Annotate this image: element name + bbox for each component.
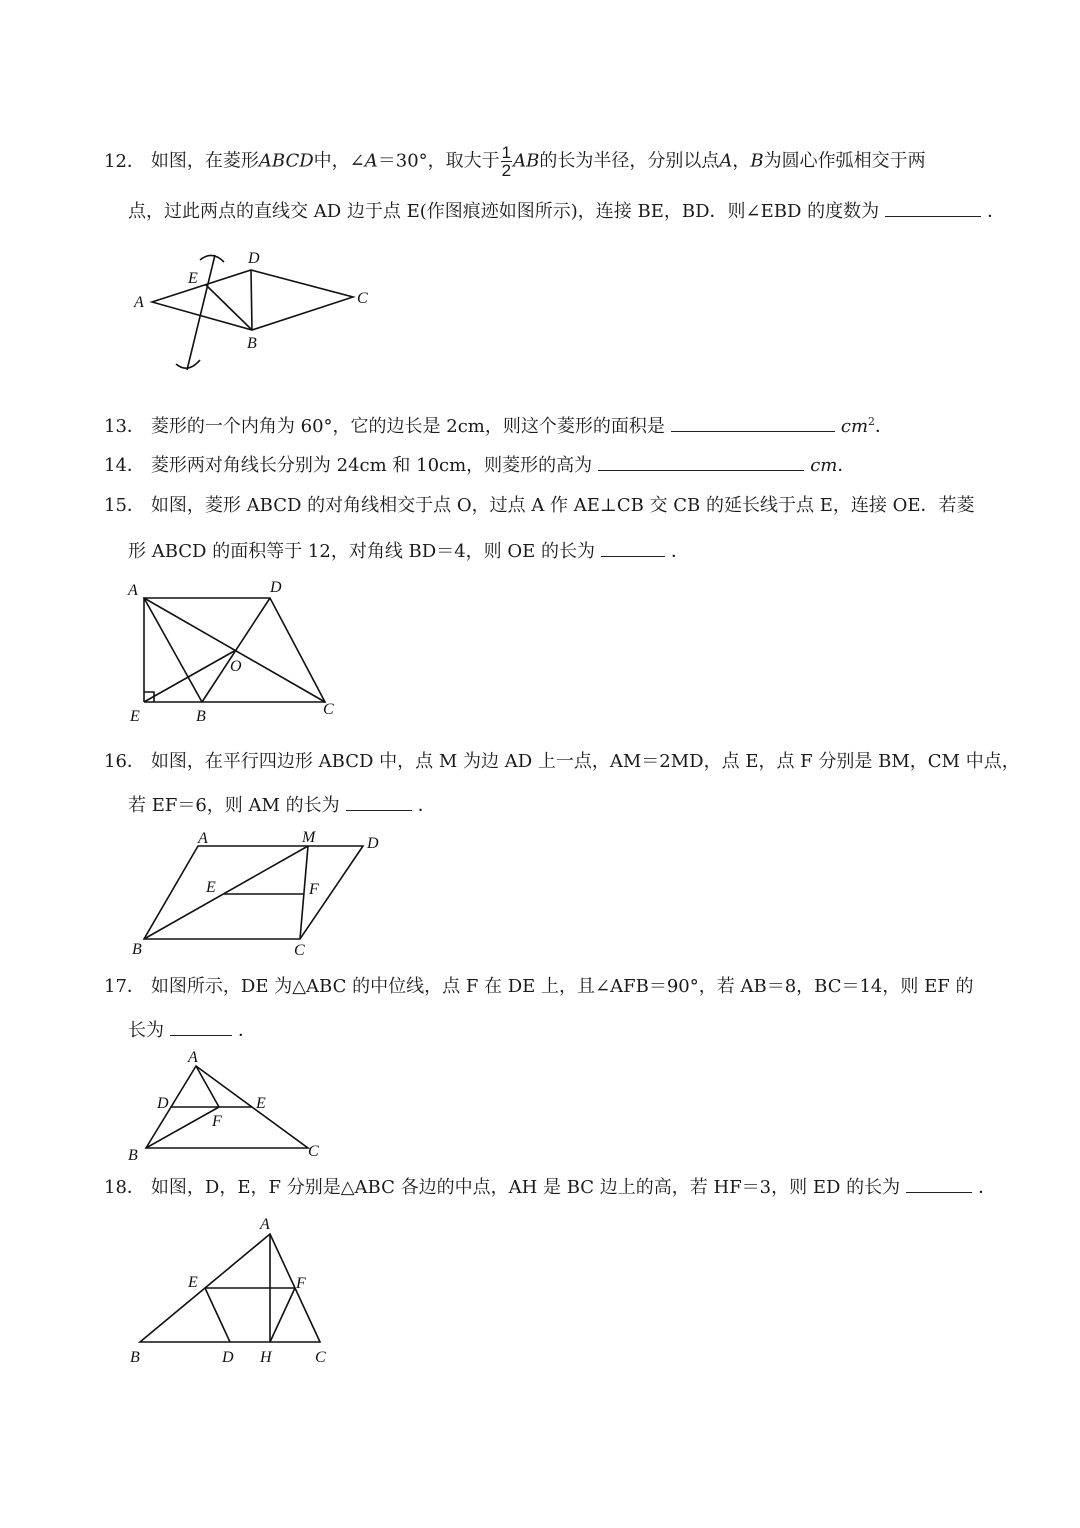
- problem-tail: ．: [987, 201, 1006, 222]
- label-b: B: [247, 335, 257, 352]
- problem-text: 为圆心作弧相交于两: [763, 150, 926, 172]
- label-b: B: [196, 708, 206, 725]
- label-f: F: [212, 1113, 222, 1130]
- problem-number: 18．: [104, 1177, 145, 1198]
- figure-16: [120, 824, 400, 964]
- problem-text: 如图，在菱形: [150, 150, 259, 172]
- math-var: B: [750, 150, 764, 172]
- fraction-denominator: 2: [501, 161, 512, 180]
- label-a: A: [128, 582, 138, 599]
- problem-tail: ．: [837, 455, 856, 476]
- fraction-numerator: 1: [501, 143, 512, 162]
- label-m: M: [302, 829, 316, 846]
- problem-15-line-2: [128, 538, 689, 564]
- label-e: E: [188, 270, 198, 287]
- problem-number: 15．: [104, 495, 145, 516]
- segment-fh: [270, 1288, 295, 1342]
- label-h: H: [260, 1349, 272, 1366]
- problem-tail: ．: [875, 416, 894, 437]
- label-f: F: [309, 881, 319, 898]
- label-d: D: [157, 1095, 169, 1112]
- figure-15: [120, 578, 360, 728]
- problem-15-line-1: [104, 494, 974, 518]
- figure-17: [120, 1046, 340, 1166]
- problem-16-line-1: [104, 750, 1020, 774]
- label-o: O: [230, 658, 242, 675]
- figure-12: [120, 240, 380, 390]
- label-d: D: [222, 1349, 234, 1366]
- segment-cm: [300, 846, 308, 939]
- segment-af: [196, 1066, 219, 1107]
- problem-tail: ．: [238, 1020, 256, 1041]
- label-a: A: [260, 1216, 270, 1233]
- math-var: A: [364, 150, 378, 172]
- problem-text: 点，过此两点的直线交 AD 边于点 E(作图痕迹如图所示)，连接 BE，BD．则∠EBD 的度数为: [128, 201, 880, 222]
- problem-number: 12．: [104, 150, 145, 172]
- label-e: E: [188, 1274, 198, 1291]
- label-e: E: [256, 1095, 266, 1112]
- label-d: D: [248, 250, 260, 267]
- problem-text: 的长为半径，分别以点: [539, 150, 720, 172]
- segment-bm: [144, 846, 308, 939]
- figure-18: [120, 1212, 350, 1372]
- segment-bd: [251, 270, 252, 330]
- problem-text: 菱形两对角线长分别为 24cm 和 10cm，则菱形的高为: [150, 455, 593, 476]
- problem-text: ，: [732, 150, 751, 172]
- problem-text: ＝30°，取大于: [377, 150, 500, 172]
- segment-eo: [144, 650, 236, 702]
- label-d: D: [270, 579, 282, 596]
- answer-blank[interactable]: [671, 413, 835, 432]
- segment-bf: [146, 1107, 219, 1148]
- problem-16-line-2: [128, 792, 436, 818]
- label-c: C: [294, 942, 305, 959]
- label-c: C: [323, 701, 334, 718]
- problem-number: 14．: [104, 455, 145, 476]
- label-e: E: [130, 708, 140, 725]
- label-c: C: [315, 1349, 326, 1366]
- parallelogram-abcd: [144, 846, 363, 939]
- math-var: A: [719, 150, 733, 172]
- problem-17-line-2: [128, 1017, 256, 1043]
- answer-blank[interactable]: [170, 1017, 232, 1036]
- problem-text: 长为: [128, 1020, 164, 1041]
- problem-number: 17．: [104, 976, 145, 997]
- problem-text: 如图，在平行四边形 ABCD 中，点 M 为边 AD 上一点，AM＝2MD，点 E，点 F 分别是 BM，CM 中点，: [150, 751, 1020, 772]
- answer-blank[interactable]: [598, 452, 804, 471]
- problem-tail: ．: [671, 541, 690, 562]
- problem-tail: ．: [417, 795, 436, 816]
- label-d: D: [367, 835, 379, 852]
- label-c: C: [357, 290, 368, 307]
- label-b: B: [128, 1147, 138, 1164]
- problem-text: 形 ABCD 的面积等于 12，对角线 BD＝4，则 OE 的长为: [128, 541, 596, 562]
- answer-blank[interactable]: [885, 198, 981, 217]
- answer-blank[interactable]: [906, 1174, 972, 1193]
- arc-top: [200, 255, 224, 262]
- label-a: A: [198, 830, 208, 847]
- problem-tail: ．: [978, 1177, 997, 1198]
- problem-number: 13．: [104, 416, 145, 437]
- problem-text: 如图，D，E，F 分别是△ABC 各边的中点，AH 是 BC 边上的高，若 HF＝3，则 ED 的长为: [150, 1177, 901, 1198]
- label-b: B: [130, 1349, 140, 1366]
- problem-12-line-2: [128, 198, 1005, 224]
- problem-18: [104, 1174, 996, 1200]
- problem-13: [104, 410, 893, 439]
- unit: cm: [810, 455, 838, 476]
- answer-blank[interactable]: [601, 538, 665, 557]
- problem-12-line-1: [104, 144, 926, 179]
- problem-text: 若 EF＝6，则 AM 的长为: [128, 795, 340, 816]
- label-a: A: [134, 294, 144, 311]
- math-var: ABCD: [258, 150, 314, 172]
- label-b: B: [132, 941, 142, 958]
- problem-text: 如图，菱形 ABCD 的对角线相交于点 O，过点 A 作 AE⊥CB 交 CB 的延长线于点 E，连接 OE．若菱: [150, 495, 975, 516]
- label-e: E: [206, 879, 216, 896]
- unit: cm: [840, 416, 869, 437]
- fraction: [501, 144, 512, 179]
- problem-text: 如图所示，DE 为△ABC 的中位线，点 F 在 DE 上，且∠AFB＝90°，若 AB＝8，BC＝14，则 EF 的: [150, 976, 974, 997]
- math-var: AB: [513, 150, 540, 172]
- unit-exponent: 2: [868, 415, 876, 428]
- problem-text: 菱形的一个内角为 60°，它的边长是 2cm，则这个菱形的面积是: [150, 416, 665, 437]
- label-c: C: [308, 1143, 319, 1160]
- problem-17-line-1: [104, 975, 973, 999]
- label-a: A: [188, 1049, 198, 1066]
- answer-blank[interactable]: [346, 792, 412, 811]
- problem-text: 中，∠: [313, 150, 365, 172]
- segment-ed: [205, 1288, 230, 1342]
- problem-14: [104, 452, 855, 478]
- label-f: F: [296, 1275, 306, 1292]
- problem-number: 16．: [104, 751, 145, 772]
